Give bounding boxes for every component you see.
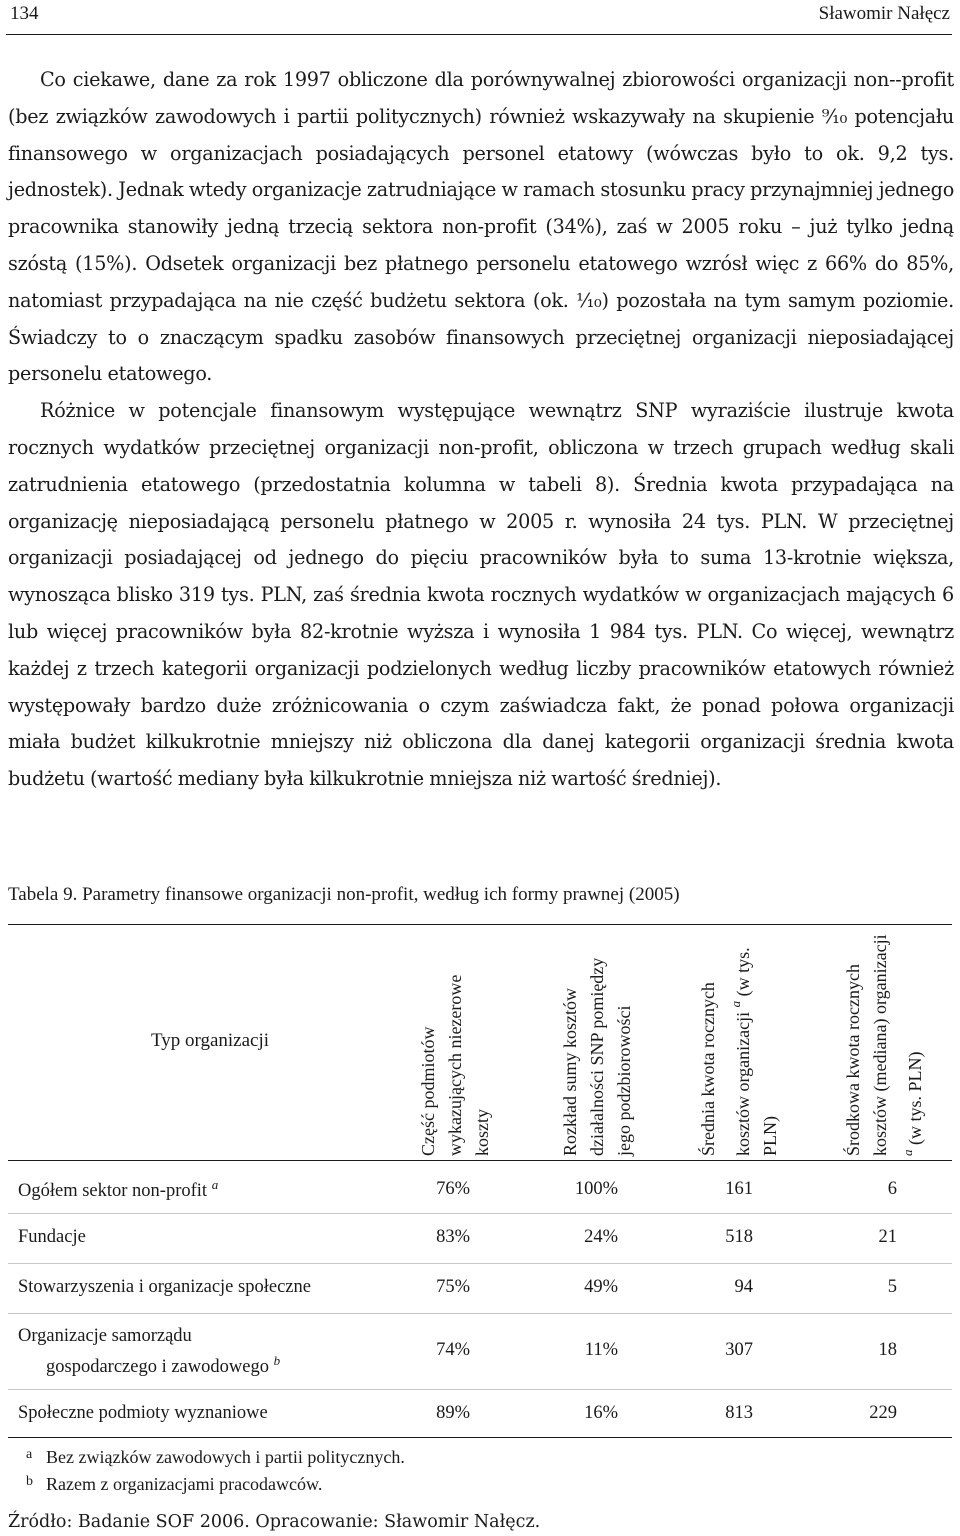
table-cell: 6 bbox=[887, 1179, 897, 1199]
row-divider bbox=[8, 1213, 952, 1214]
footnote-a: a Bez związków zawodowych i partii politycznych. bbox=[26, 1447, 405, 1467]
table-cell: 518 bbox=[725, 1227, 753, 1247]
table-cell: 75% bbox=[436, 1277, 470, 1297]
page-number: 134 bbox=[10, 3, 39, 24]
table-cell: 229 bbox=[869, 1403, 897, 1423]
column-header-mean-cost: Średnia kwota rocznych kosztów organizacji $^a$ (w tys. PLN) bbox=[697, 947, 780, 1156]
table-cell: 76% bbox=[436, 1179, 470, 1199]
footnote-b: b Razem z organizacjami pracodawców. bbox=[26, 1474, 323, 1494]
table-cell: 83% bbox=[436, 1227, 470, 1247]
table-cell: 89% bbox=[436, 1403, 470, 1423]
column-header-median-cost: Środkowa kwota rocznych kosztów (mediana) organizacji $^a$ (w tys. PLN) bbox=[842, 934, 925, 1156]
row-header-label: Typ organizacji bbox=[150, 1030, 270, 1051]
table-cell: 18 bbox=[878, 1340, 897, 1360]
column-header-cost-distribution: Rozkład sumy kosztów działalności SNP pomiędzy jego podzbiorowości bbox=[559, 957, 634, 1156]
table-cell: 49% bbox=[584, 1277, 618, 1297]
table-cell: 307 bbox=[725, 1340, 753, 1360]
table-cell: 21 bbox=[878, 1227, 897, 1247]
table-cell: 161 bbox=[725, 1179, 753, 1199]
table-bottom-rule bbox=[8, 1437, 952, 1438]
table-row-label: Ogółem sektor non-profit $^a$ bbox=[18, 1177, 219, 1202]
table-row-label: Społeczne podmioty wyznaniowe bbox=[18, 1403, 268, 1423]
paragraph: Co ciekawe, dane za rok 1997 obliczone dla porównywalnej zbiorowości organizacji non--profit (bez związków zawodowych i partii politycznych) również wskazywały na skupienie ⁹⁄₁₀ potencjału finansowego w organizacjach posiadających personel etatowy (wówczas było to ok. 9,2 tys. jednostek). Jednak wtedy organizacje zatrudniające w ramach stosunku pracy przynajmniej jednego pracownika stanowiły jedną trzecią sektora non-profit (34%), zaś w 2005 roku – już tylko jedną szóstą (15%). Odsetek organizacji bez płatnego personelu etatowego wzrósł więc z 66% do 85%, natomiast przypadająca na nie część budżetu sektora (ok. ¹⁄₁₀) pozostała na tym samym poziomie. Świadczy to o znaczącym spadku zasobów finansowych przeciętnej organizacji nieposiadającej personelu etatowego. bbox=[8, 68, 954, 386]
table-row-label: Fundacje bbox=[18, 1227, 86, 1247]
row-divider bbox=[8, 1389, 952, 1390]
table-cell: 5 bbox=[887, 1277, 897, 1297]
paragraph: Różnice w potencjale finansowym występujące wewnątrz SNP wyraziście ilustruje kwota rocznych wydatków przeciętnej organizacji non-profit, obliczona w trzech grupach według skali zatrudnienia etatowego (przedostatnia kolumna w tabeli 8). Średnia kwota przypadająca na organizację nieposiadającą personelu płatnego w 2005 r. wynosiła 24 tys. PLN. W przeciętnej organizacji posiadającej od jednego do pięciu pracowników była to suma 13-krotnie większa, wynosząca blisko 319 tys. PLN, zaś średnia kwota rocznych wydatków w organizacjach mających 6 lub więcej pracowników była 82-krotnie wyższa i wynosiła 1 984 tys. PLN. Co więcej, wewnątrz każdej z trzech kategorii organizacji podzielonych według liczby pracowników etatowych również występowały bardzo duże zróżnicowania o czym zaświadcza fakt, że ponad połowa organizacji miała budżet kilkukrotnie mniejszy niż obliczona dla danej kategorii organizacji średnia kwota budżetu (wartość mediany była kilkukrotnie mniejsza niż wartość średniej). bbox=[8, 399, 954, 791]
running-author: Sławomir Nałęcz bbox=[818, 3, 950, 24]
row-divider bbox=[8, 1263, 952, 1264]
table-cell: 16% bbox=[584, 1403, 618, 1423]
table-header-rule bbox=[8, 1160, 952, 1161]
body-text bbox=[8, 62, 954, 798]
table-source: Źródło: Badanie SOF 2006. Opracowanie: Sławomir Nałęcz. bbox=[8, 1512, 541, 1532]
table-caption: Tabela 9. Parametry finansowe organizacji non-profit, według ich formy prawnej (2005) bbox=[8, 884, 680, 905]
row-divider bbox=[8, 1313, 952, 1314]
table-row-label-cont: gospodarczego i zawodowego $^b$ bbox=[46, 1353, 281, 1378]
table-cell: 100% bbox=[574, 1179, 618, 1199]
table-top-rule bbox=[8, 924, 952, 925]
page-header bbox=[6, 0, 952, 35]
table-cell: 24% bbox=[584, 1227, 618, 1247]
table-cell: 74% bbox=[436, 1340, 470, 1360]
table-cell: 813 bbox=[725, 1403, 753, 1423]
column-header-nonzero-share: Część podmiotów wykazujących niezerowe koszty bbox=[417, 974, 492, 1156]
table-cell: 94 bbox=[734, 1277, 753, 1297]
table-cell: 11% bbox=[584, 1340, 618, 1360]
table-row-label: Organizacje samorządu bbox=[18, 1326, 192, 1346]
table-row-label: Stowarzyszenia i organizacje społeczne bbox=[18, 1277, 311, 1297]
